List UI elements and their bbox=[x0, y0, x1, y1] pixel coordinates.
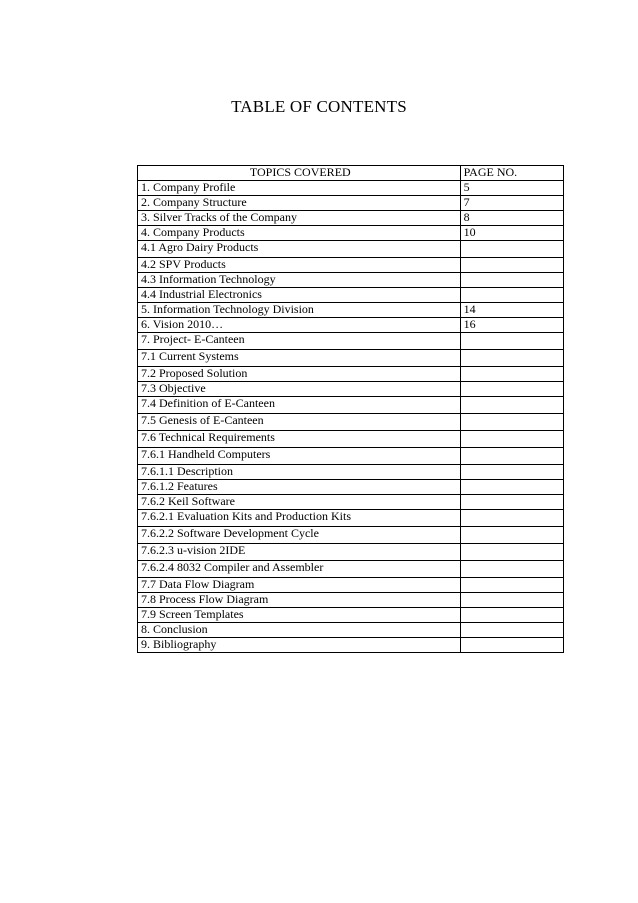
topic-cell: 7.2 Proposed Solution bbox=[138, 367, 461, 382]
table-row bbox=[138, 561, 564, 578]
page-number-cell bbox=[460, 431, 563, 448]
table-row bbox=[138, 495, 564, 510]
topic-cell: 2. Company Structure bbox=[138, 196, 461, 211]
page-number-cell bbox=[460, 623, 563, 638]
page-number-cell bbox=[460, 241, 563, 258]
contents-table-body bbox=[138, 181, 564, 653]
table-row bbox=[138, 211, 564, 226]
table-row bbox=[138, 638, 564, 653]
topic-cell: 7.7 Data Flow Diagram bbox=[138, 578, 461, 593]
table-header-row bbox=[138, 166, 564, 181]
topic-cell: 8. Conclusion bbox=[138, 623, 461, 638]
page-number-cell bbox=[460, 258, 563, 273]
topic-cell: 5. Information Technology Division bbox=[138, 303, 461, 318]
page-number-cell bbox=[460, 480, 563, 495]
table-row bbox=[138, 181, 564, 196]
table-row bbox=[138, 226, 564, 241]
topic-cell: 6. Vision 2010… bbox=[138, 318, 461, 333]
column-header-page: PAGE NO. bbox=[460, 166, 563, 181]
topic-cell: 7.8 Process Flow Diagram bbox=[138, 593, 461, 608]
table-row bbox=[138, 241, 564, 258]
table-row bbox=[138, 465, 564, 480]
page-number-cell bbox=[460, 544, 563, 561]
topic-cell: 7.6.2.4 8032 Compiler and Assembler bbox=[138, 561, 461, 578]
table-row bbox=[138, 288, 564, 303]
page-number-cell: 10 bbox=[460, 226, 563, 241]
topic-cell: 4. Company Products bbox=[138, 226, 461, 241]
topic-cell: 7.5 Genesis of E-Canteen bbox=[138, 414, 461, 431]
topic-cell: 7.4 Definition of E-Canteen bbox=[138, 397, 461, 414]
table-row bbox=[138, 258, 564, 273]
table-row bbox=[138, 608, 564, 623]
topic-cell: 7.6.2 Keil Software bbox=[138, 495, 461, 510]
column-header-topics: TOPICS COVERED bbox=[138, 166, 461, 181]
contents-table bbox=[137, 165, 564, 653]
page-number-cell: 16 bbox=[460, 318, 563, 333]
page-title: TABLE OF CONTENTS bbox=[231, 97, 407, 116]
table-row bbox=[138, 196, 564, 211]
topic-cell: 9. Bibliography bbox=[138, 638, 461, 653]
topic-cell: 4.2 SPV Products bbox=[138, 258, 461, 273]
page-number-cell: 8 bbox=[460, 211, 563, 226]
page-number-cell bbox=[460, 448, 563, 465]
page-number-cell: 5 bbox=[460, 181, 563, 196]
topic-cell: 7. Project- E-Canteen bbox=[138, 333, 461, 350]
topic-cell: 7.6.2.2 Software Development Cycle bbox=[138, 527, 461, 544]
table-row bbox=[138, 431, 564, 448]
page-number-cell bbox=[460, 333, 563, 350]
table-row bbox=[138, 350, 564, 367]
table-row bbox=[138, 510, 564, 527]
table-row bbox=[138, 382, 564, 397]
topic-cell: 7.9 Screen Templates bbox=[138, 608, 461, 623]
page-number-cell bbox=[460, 510, 563, 527]
page-number-cell bbox=[460, 273, 563, 288]
topic-cell: 7.6.2.3 u-vision 2IDE bbox=[138, 544, 461, 561]
table-row bbox=[138, 480, 564, 495]
page-number-cell bbox=[460, 382, 563, 397]
topic-cell: 7.6 Technical Requirements bbox=[138, 431, 461, 448]
page-number-cell bbox=[460, 350, 563, 367]
table-row bbox=[138, 623, 564, 638]
page-number-cell bbox=[460, 561, 563, 578]
page-number-cell bbox=[460, 397, 563, 414]
table-row bbox=[138, 273, 564, 288]
page-number-cell bbox=[460, 593, 563, 608]
page-number-cell bbox=[460, 495, 563, 510]
topic-cell: 3. Silver Tracks of the Company bbox=[138, 211, 461, 226]
page-number-cell bbox=[460, 414, 563, 431]
topic-cell: 4.1 Agro Dairy Products bbox=[138, 241, 461, 258]
topic-cell: 7.6.2.1 Evaluation Kits and Production Kits bbox=[138, 510, 461, 527]
table-row bbox=[138, 318, 564, 333]
page-number-cell: 14 bbox=[460, 303, 563, 318]
table-row bbox=[138, 527, 564, 544]
page-number-cell bbox=[460, 638, 563, 653]
topic-cell: 7.6.1.2 Features bbox=[138, 480, 461, 495]
page-number-cell bbox=[460, 465, 563, 480]
page-number-cell bbox=[460, 288, 563, 303]
topic-cell: 4.3 Information Technology bbox=[138, 273, 461, 288]
topic-cell: 1. Company Profile bbox=[138, 181, 461, 196]
page-number-cell bbox=[460, 608, 563, 623]
topic-cell: 7.1 Current Systems bbox=[138, 350, 461, 367]
page-number-cell bbox=[460, 367, 563, 382]
table-row bbox=[138, 593, 564, 608]
page-number-cell: 7 bbox=[460, 196, 563, 211]
topic-cell: 7.6.1 Handheld Computers bbox=[138, 448, 461, 465]
table-row bbox=[138, 333, 564, 350]
page-number-cell bbox=[460, 578, 563, 593]
topic-cell: 7.3 Objective bbox=[138, 382, 461, 397]
table-row bbox=[138, 448, 564, 465]
table-row bbox=[138, 578, 564, 593]
table-row bbox=[138, 544, 564, 561]
table-row bbox=[138, 303, 564, 318]
topic-cell: 7.6.1.1 Description bbox=[138, 465, 461, 480]
table-row bbox=[138, 414, 564, 431]
topic-cell: 4.4 Industrial Electronics bbox=[138, 288, 461, 303]
table-row bbox=[138, 397, 564, 414]
page-number-cell bbox=[460, 527, 563, 544]
table-row bbox=[138, 367, 564, 382]
